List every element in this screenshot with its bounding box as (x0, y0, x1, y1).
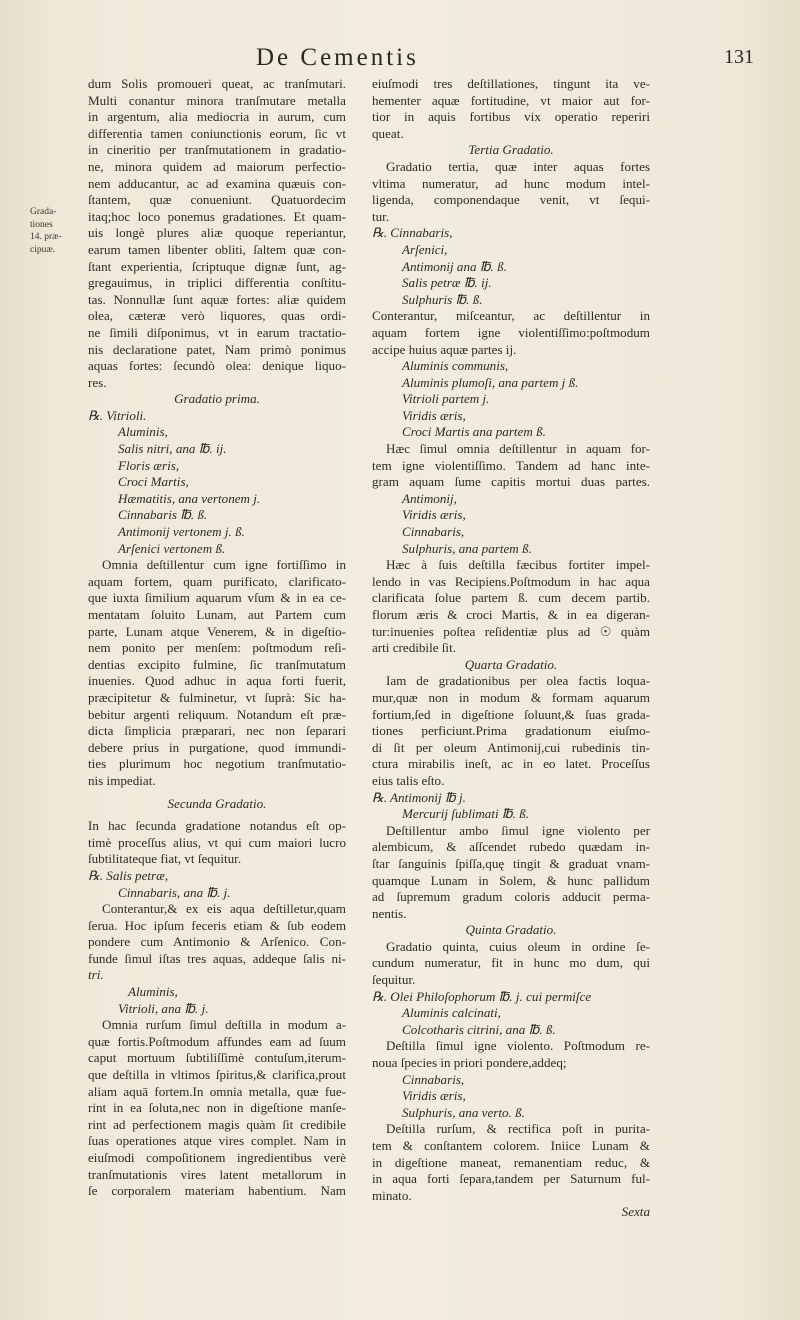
left-column-line: ne, minora quidem ad maiorum perfectio- (88, 158, 346, 174)
left-column-line: parte, Lunam atque Venerem, & in digeſtio- (88, 623, 346, 639)
right-column-line: noua ſpecies in priori pondere,addeq; (372, 1055, 567, 1071)
left-column-line: Gradatio prima. (174, 391, 260, 407)
left-column-line: nem ponito per menſem: poſtmodum reſi- (88, 640, 346, 656)
left-column-line: Multi conantur minora tranſmutare metalla (88, 92, 346, 108)
left-column-line: eiuſmodi compoſitionem ingredientibus verè (88, 1150, 346, 1165)
right-column-line: lendo in vas Recipiens.Poſtmodum in hac aqua (372, 573, 650, 589)
right-column-line: Conterantur, miſceantur, ac deſtillentur in (372, 308, 650, 324)
left-column-line: ℞. Salis petræ, (88, 867, 169, 883)
left-column-line: funde ſimul iſtas tres aquas, addeque ſalis ni- (88, 950, 346, 966)
right-column (372, 76, 650, 1221)
right-column-line: Gradatio tertia, quæ inter aquas fortes (386, 158, 650, 174)
right-column-line: vltima numeratur, ad hunc modum intel- (372, 175, 650, 191)
right-column-line: Gradatio quinta, cuius oleum in ordine ſe- (386, 938, 650, 954)
right-column-line: Deſtilla ſimul igne violento. Poſtmodum re- (386, 1038, 650, 1054)
left-column-line: in cineritio per tranſmutationem in gradatio- (88, 142, 346, 158)
right-column-line: ℞. Cinnabaris, (372, 225, 453, 241)
left-column-line: Omnia deſtillentur cum igne fortiſſimo in (102, 557, 346, 573)
left-column-line: inuenies. Quod adhuc in aqua forti fuerit, (88, 673, 346, 689)
left-column-line: Cinnabaris ℔. ß. (118, 507, 208, 523)
running-title: De Cementis (256, 44, 419, 71)
right-column-line: Aluminis plumoſi, ana partem j ß. (402, 374, 579, 390)
page-number: 131 (724, 46, 754, 68)
left-column-line: pondere cum Antimonio & Arſenico. Con- (88, 934, 346, 950)
right-column-line: eius talis eſto. (372, 772, 445, 788)
right-column-line: queat. (372, 125, 404, 141)
right-column-line: Cinnabaris, (402, 1071, 465, 1087)
right-column-line: Deſtilla rurſum, & rectifica poſt in purita- (386, 1121, 650, 1137)
left-column-line: Hæmatitis, ana vertonem j. (118, 490, 261, 506)
right-column-line: Cinnabaris, (402, 524, 465, 540)
right-column-line: Salis petræ ℔. ij. (402, 275, 492, 291)
right-column-line: ctura mirabilis ineſt, ac in eo latet. Proceſſus (372, 756, 650, 772)
right-column-line: Sulphuris, ana partem ß. (402, 540, 532, 556)
right-column-line: di ſit per oleum Antimonij,cui rubedinis tin- (372, 739, 650, 755)
right-column-line: accipe huius aquæ partes ij. (372, 341, 517, 357)
left-column-line: Vitrioli, ana ℔. j. (118, 1000, 209, 1016)
right-column-line: alembicum, & aſſcendet rubedo quædam in- (372, 839, 650, 855)
left-column-line: ties plurimum hoc negotium tranſmutatio- (88, 756, 346, 772)
right-column-line: in digeſtione maneat, remanentiam reduc, & (372, 1154, 650, 1170)
right-column-line: Deſtillentur ambo ſimul igne violento per (386, 822, 650, 838)
left-column-line: ſerua. Hoc ipſum feceris etiam & ſub eodem (88, 917, 346, 933)
page-header (0, 42, 800, 74)
left-column-line: aliam aquā fortem.In omnia metalla, quæ fue- (88, 1083, 346, 1099)
right-column-line: Sexta (621, 1204, 650, 1220)
left-column-line: dum Solis promoueri queat, ac tranſmutari. (88, 76, 346, 91)
marginal-note-line: Grada- (30, 207, 57, 217)
left-column-line: caput mortuum ſubtiliſſimè contuſum,iterum- (88, 1050, 346, 1066)
right-column-line: Aluminis communis, (402, 358, 509, 374)
left-column-line: Aluminis, (128, 984, 178, 1000)
left-column-line: ne ſimili diſponimus, vt in earum tractatio- (88, 324, 346, 340)
right-column-line: eiuſmodi tres deſtillationes, tingunt ita ve- (372, 76, 650, 91)
left-column-line: mentatam ſoluito Lunam, aut Partem cum (88, 607, 346, 622)
right-column-line: nentis. (372, 905, 407, 921)
right-column-line: Vitrioli partem j. (402, 391, 490, 407)
right-column-line: arti credibile ſit. (372, 640, 456, 656)
marginal-note-line: 14. præ- (30, 232, 62, 242)
right-column-line: tem igne violentiſſimo. Tandem ad hanc inte- (372, 457, 650, 473)
left-column-line: ℞. Vitrioli. (88, 407, 147, 423)
right-column-line: tiones perficiunt.Prima gradationum eiuſmo- (372, 723, 650, 739)
right-column-line: Tertia Gradatio. (468, 142, 554, 158)
left-column-line: rint in ea ſoluta,nec non in digeſtione manſe- (88, 1100, 346, 1116)
right-column-line: Sulphuris, ana verto. ß. (402, 1104, 525, 1120)
left-column-line: res. (88, 374, 107, 390)
right-column-line: gram aquam ſume capitis mortui duas partes. (372, 474, 650, 490)
left-column-line: ſtantem, quæ conueniunt. Quatuordecim (88, 192, 346, 208)
right-column-line: ſequitur. (372, 972, 416, 988)
right-column-line: ℞. Olei Philoſophorum ℔. j. cui permiſce (372, 988, 592, 1004)
right-column-line: Quarta Gradatio. (464, 656, 558, 672)
left-column-line: debere prius in purgatione, quod immundi- (88, 739, 346, 755)
right-column-line: clarificata ſolue partem ß. cum decem partib. (372, 590, 650, 606)
left-column-line: Arſenici vertonem ß. (118, 540, 226, 556)
left-column-line: aquam fortem, quam purificato, clarificato- (88, 573, 346, 589)
right-column-line: Viridis æris, (402, 1088, 466, 1104)
right-column-line: tem & conſtantem colorem. Iniice Lunam & (372, 1138, 650, 1153)
left-column-line: Secunda Gradatio. (167, 795, 267, 811)
right-column-line: Arſenici, (402, 241, 448, 257)
left-column-line: in argentum, alia mediocria in aurum, cum (88, 109, 346, 125)
right-column-line: in aqua forti ſepara,tandem per Saturnum ful- (372, 1171, 650, 1187)
left-column-line: Croci Martis, (118, 474, 189, 490)
left-column-line: dicta ſimplicia præparari, nec non ſeparari (88, 723, 346, 739)
left-column-line: que iuxta ſimilium aquarum vſum & in ea ce- (88, 590, 346, 606)
right-column-line: Mercurij ſublimati ℔. ß. (402, 806, 529, 822)
right-column-line: Quinta Gradatio. (465, 922, 557, 938)
right-column-line: Aluminis calcinati, (402, 1005, 501, 1021)
left-column-line: bebitur argenti reliquum. Notandum eſt præ- (88, 706, 346, 722)
left-column-line: quæ fortis.Poſtmodum affundes eam ad ſuum (88, 1033, 346, 1049)
left-column (88, 76, 346, 1200)
right-column-line: tur. (372, 208, 390, 224)
right-column-line: ad ſupremum gradum coloris adducit perma- (372, 889, 650, 905)
left-column-line: ſuas operationes atque vires complet. Nam in (88, 1133, 346, 1149)
marginal-note (30, 206, 70, 256)
right-column-line: Hæc à ſuis deſtilla fæcibus fortiter impel- (386, 557, 650, 573)
left-column-line: aquas fortes: ſecundò olea: denique liquo- (88, 358, 346, 374)
right-column-line: aquam fortem igne violentiſſimo:poſtmodum (372, 324, 650, 340)
right-column-line: Sulphuris ℔. ß. (402, 291, 483, 307)
left-column-line: nis impediat. (88, 772, 156, 788)
left-column-line: Floris æris, (118, 457, 180, 473)
left-column-line: præcipitetur & fulminetur, vt ſuprà: Sic ha- (88, 689, 346, 705)
right-column-line: tur:inuenies poſtea reſidentiæ plus ad ☉ quàm (372, 623, 650, 639)
left-column-line: dentias excipito fulmine, ſic tranſmutatum (88, 656, 346, 672)
left-column-line: differentia tamen coniunctionis eorum, ſic vt (88, 125, 346, 141)
left-column-line: tri. (88, 967, 104, 983)
left-column-line: ſubtilitateque fiat, vt ſequitur. (88, 851, 242, 867)
right-column-line: hementer aquæ fortitudine, vt maior aut for- (372, 92, 650, 108)
left-column-line: uis longè plures aliæ quoque reperiantur, (88, 225, 346, 241)
right-column-line: Viridis æris, (402, 407, 466, 423)
left-column-line: nem adducantur, ac ad examina quæuis con- (88, 175, 346, 191)
right-column-line: Croci Martis ana partem ß. (402, 424, 546, 440)
right-column-line: cundum numeratur, fit in hunc mo dum, qui (372, 955, 650, 971)
right-column-line: quamque Lunam in Solem, & hunc pallidum (372, 872, 650, 888)
left-column-line: ſtant experientia, ſcriptuque dignæ ſunt, ag- (88, 258, 346, 274)
marginal-note-line: cipuæ. (30, 244, 56, 255)
marginal-note-line: tiones (30, 219, 53, 230)
left-column-line: Cinnabaris, ana ℔. j. (118, 884, 231, 900)
left-column-line: nis declaratione patet, Nam primò ponimus (88, 341, 346, 357)
right-column-line: Viridis æris, (402, 507, 466, 523)
left-column-line: Aluminis, (118, 424, 168, 440)
left-column-line: gregauimus, in triplici differentia conſtitu- (88, 275, 346, 291)
right-column-line: florum æris & croci Martis, & in ea digeran- (372, 607, 650, 622)
left-column-line: tranſmutationis vires latent metallorum in (88, 1166, 346, 1182)
right-column-line: Antimonij, (402, 490, 457, 506)
left-column-line: ſe corporalem materiam habentium. Nam (88, 1183, 346, 1199)
left-column-line: Conterantur,& ex eis aqua deſtilletur,quam (102, 901, 346, 917)
right-column-line: fortium,ſed in digeſtione ſoluunt,& ſuas grada- (372, 706, 650, 722)
right-column-line: Iam de gradationibus per olea factis loqua- (386, 673, 650, 689)
right-column-line: Hæc ſimul omnia deſtillentur in aquam for- (386, 441, 650, 457)
left-column-line: itaq;hoc loco ponemus gradationes. Et quam- (88, 208, 346, 224)
left-column-line: que deſtilla in vltimos ſpiritus,& clarifica,prout (88, 1067, 346, 1083)
left-column-line: Omnia rurſum ſimul deſtilla in modum a- (102, 1017, 346, 1033)
left-column-line: olea, cæteræ verò liquores, quas ordi- (88, 308, 346, 324)
left-column-line: Antimonij vertonem j. ß. (118, 524, 245, 540)
right-column-line: ſtar ſanguinis ſpiſſa,quę tingit & graduat vnam- (372, 855, 650, 871)
left-column-line: timè proceſſus alius, vt qui cum maiori lucro (88, 834, 346, 850)
right-column-line: tior in aquis fortibus vix operatio reperiri (372, 109, 650, 125)
left-column-line: rint ad perfectionem magis quàm ſit credibile (88, 1116, 346, 1132)
right-column-line: minato. (372, 1187, 412, 1203)
left-column-line: In hac ſecunda gradatione notandus eſt op- (88, 818, 346, 834)
left-column-line: Salis nitri, ana ℔. ij. (118, 441, 227, 457)
right-column-line: Colcotharis citrini, ana ℔. ß. (402, 1021, 556, 1037)
right-column-line: mur,quæ non in modum & formam aquarum (372, 689, 650, 705)
left-column-line: earum tamen libenter obliti, ſaltem quæ con- (88, 241, 346, 257)
right-column-line: ℞. Antimonij ℔ j. (372, 789, 466, 805)
right-column-line: Antimonij ana ℔. ß. (402, 258, 507, 274)
left-column-line: tas. Nonnullæ ſunt aquæ fortes: aliæ quidem (88, 291, 346, 307)
right-column-line: ligenda, componendaque venit, vt ſequi- (372, 192, 650, 208)
